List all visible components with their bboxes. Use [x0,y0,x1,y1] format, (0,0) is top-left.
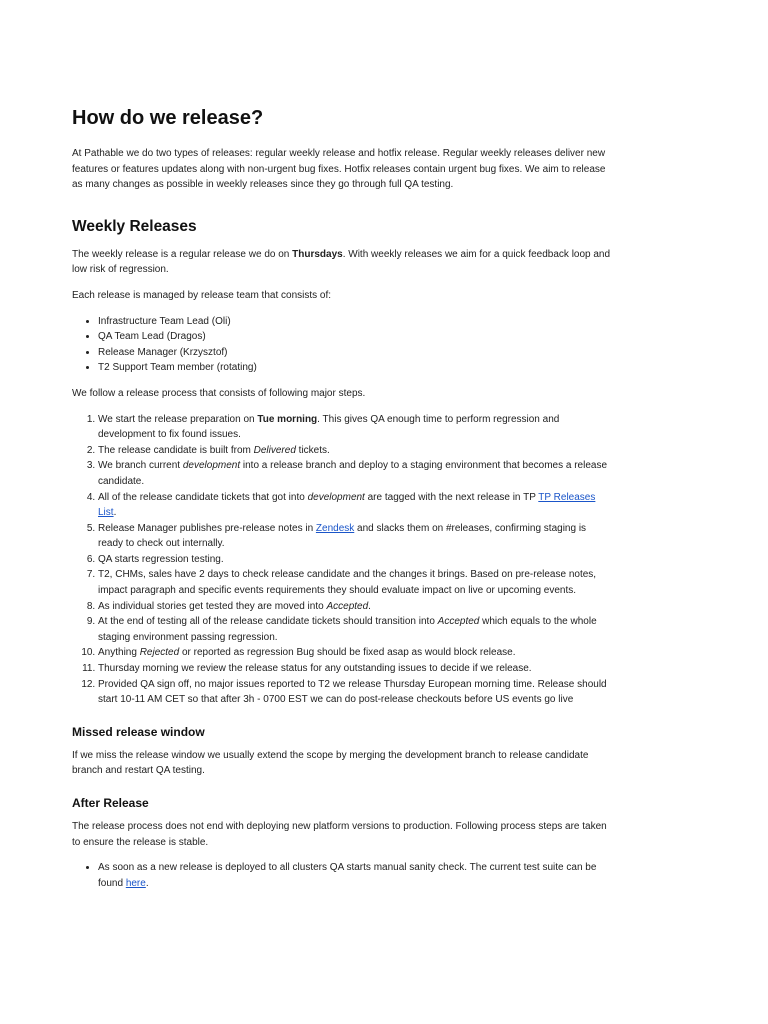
step-item: 1. We start the release preparation on Tue morning. This gives QA enough time to perform regression and development to fix found issues. [98,412,612,443]
step-item: 6. QA starts regression testing. [98,552,612,568]
list-item: • Infrastructure Team Lead (Oli) [98,314,612,330]
weekly-intro-paragraph: The weekly release is a regular release we do on Thursdays. With weekly releases we aim for a quick feedback loop and low risk of regression. [72,248,611,276]
page-title: How do we release? [72,107,264,129]
missed-release-paragraph: If we miss the release window we usually extend the scope by merging the development branch to release candidate branch and restart QA testing. [72,749,589,777]
step-item: 3. We branch current development into a release branch and deploy to a staging environment that becomes a release candidate. [98,458,612,489]
after-release-paragraph: The release process does not end with deploying new platform versions to production. Following process steps are taken to ensure the release is stable. [72,821,607,848]
intro-paragraph: At Pathable we do two types of releases: regular weekly release and hotfix release. Regular weekly releases deliver new features or features updates along with non-urgent bug fixes. Hotfix releases contain urgent bug fixes. We aim to release as many changes as possible in weekly releases since they go through full QA testing. [72,148,606,191]
step-item: 2. The release candidate is built from Delivered tickets. [98,443,612,459]
step-item: 10. Anything Rejected or reported as regression Bug should be fixed asap as would block release. [98,645,612,661]
step-item: 5. Release Manager publishes pre-release notes in Zendesk and slacks them on #releases, confirming staging is ready to check out internally. [98,521,612,552]
step-item: 7. T2, CHMs, sales have 2 days to check release candidate and the changes it brings. Based on pre-release notes, impact paragraph and specific events requirements they should evaluate impact on live or upcoming events. [98,567,612,598]
step-item: 11. Thursday morning we review the release status for any outstanding issues to decide if we release. [98,661,612,677]
thursdays-emphasis: Thursdays [292,248,343,260]
step-item: 9. At the end of testing all of the release candidate tickets should transition into Accepted which equals to the whole staging environment passing regression. [98,614,612,645]
list-item: • Release Manager (Krzysztof) [98,345,612,361]
release-team-list [72,314,612,376]
list-item: • QA Team Lead (Dragos) [98,329,612,345]
step-item: 8. As individual stories get tested they are moved into Accepted. [98,599,612,615]
step-item: 4. All of the release candidate tickets that got into development are tagged with the next release in TP TP Releases List. [98,490,612,521]
after-release-heading: After Release [72,796,149,810]
test-suite-link[interactable]: here [125,877,146,889]
release-team-paragraph: Each release is managed by release team that consists of: [72,289,332,301]
step-item: 12. Provided QA sign off, no major issues reported to T2 we release Thursday European morning time. Release should start 10-11 AM CET so that after 3h - 0700 EST we can do post-release checkouts before US events go live [98,677,612,708]
release-steps-list [72,412,612,708]
list-item: • T2 Support Team member (rotating) [98,360,612,376]
process-paragraph: We follow a release process that consists of following major steps. [72,387,366,399]
list-item: • As soon as a new release is deployed to all clusters QA starts manual sanity check. The current test suite can be found here. [98,860,612,891]
tp-releases-list-link[interactable]: TP Releases List [98,491,596,519]
missed-release-window-heading: Missed release window [72,724,205,739]
zendesk-link[interactable]: Zendesk [315,522,355,534]
weekly-releases-heading: Weekly Releases [72,217,197,235]
after-release-list [72,860,612,891]
document-content [72,104,612,901]
